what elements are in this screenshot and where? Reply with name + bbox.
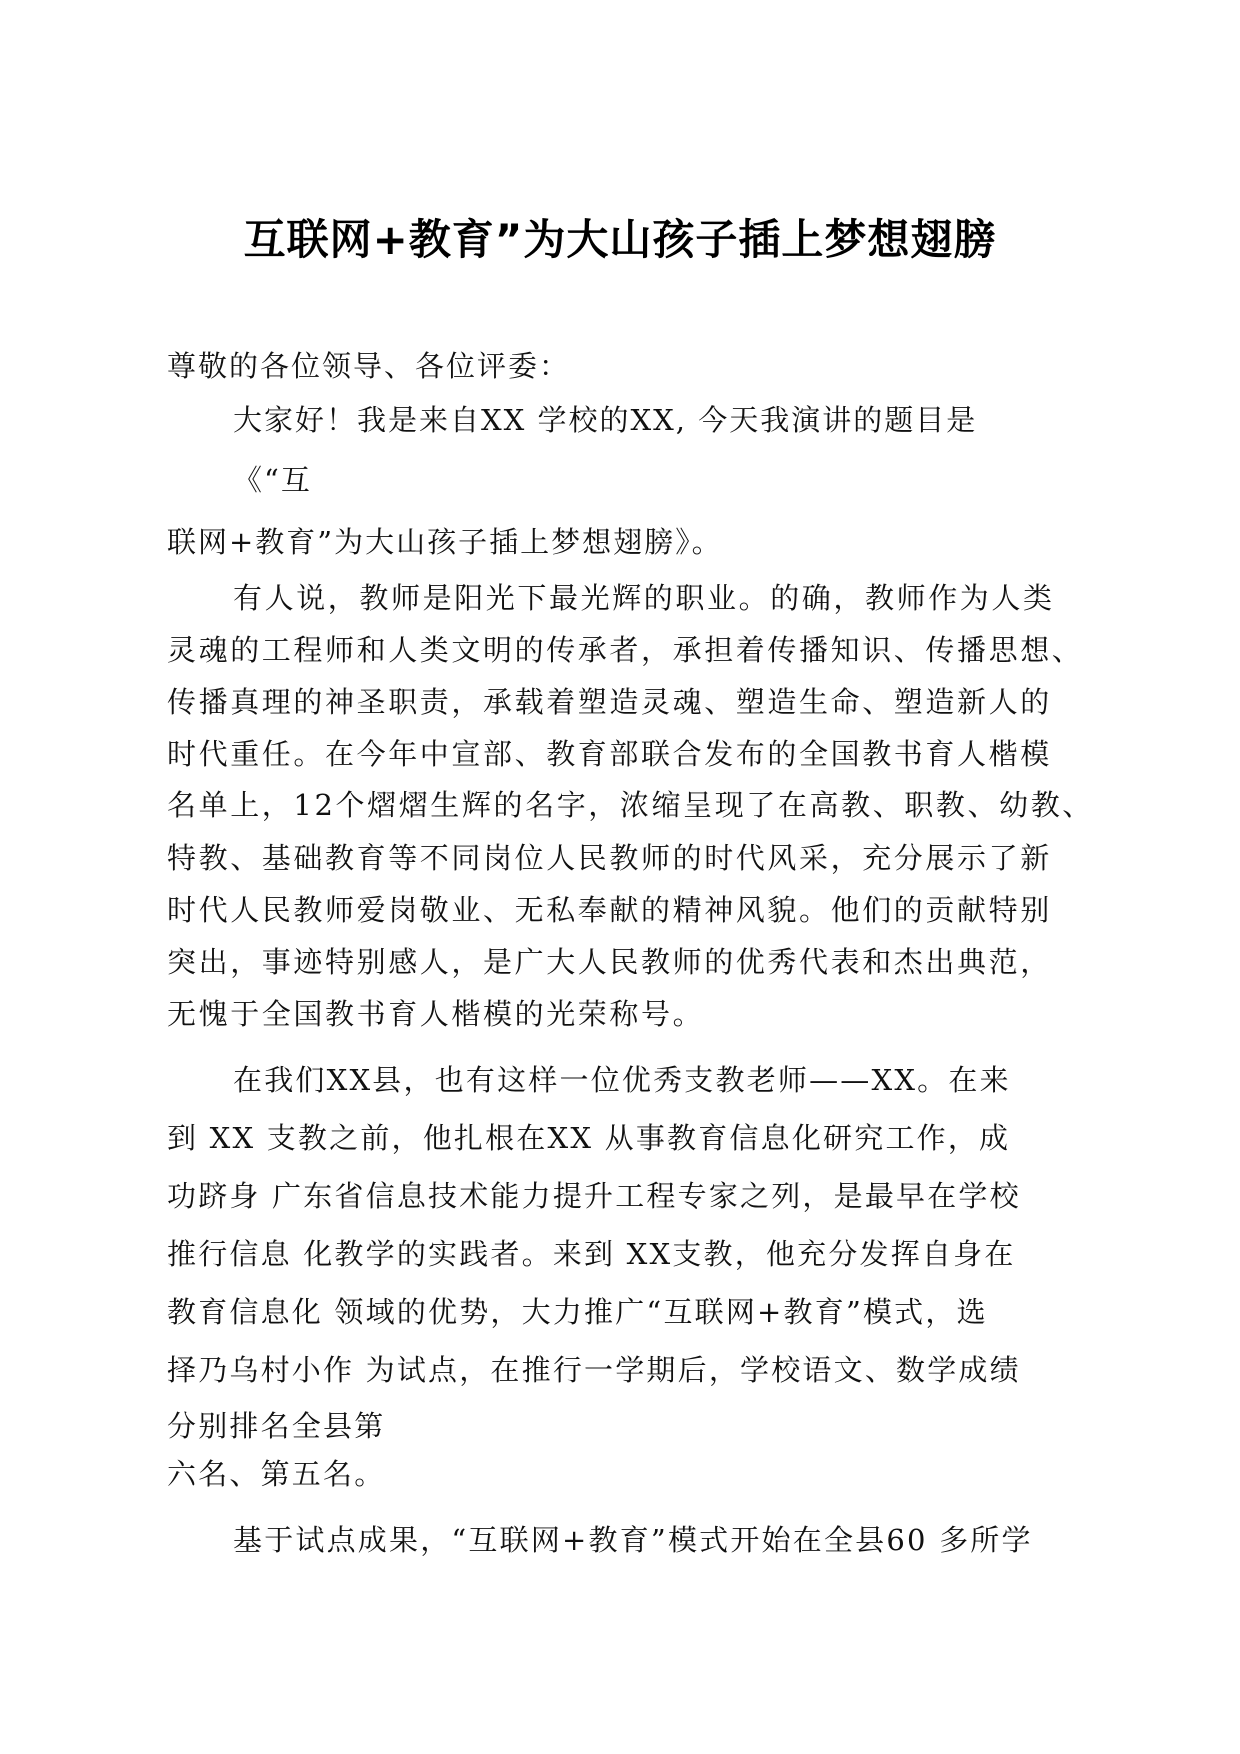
paragraph-line: 灵魂的工程师和人类文明的传承者，承担着传播知识、传播思想、 <box>167 633 1084 667</box>
paragraph-line: 传播真理的神圣职责，承载着塑造灵魂、塑造生命、塑造新人的 <box>167 685 1052 719</box>
paragraph-line: 教育信息化 领域的优势，大力推广“互联网+教育”模式，选 <box>167 1295 988 1329</box>
paragraph-line: 六名、第五名。 <box>167 1457 386 1491</box>
greeting-line: 《“互 <box>233 463 312 497</box>
greeting-line: 联网+教育”为大山孩子插上梦想翅膀》。 <box>167 525 723 559</box>
paragraph-line: 到 XX 支教之前，他扎根在XX 从事教育信息化研究工作，成 <box>167 1121 1011 1155</box>
paragraph-line: 时代重任。在今年中宣部、教育部联合发布的全国教书育人楷模 <box>167 737 1052 771</box>
paragraph-line: 在我们XX县，也有这样一位优秀支教老师——XX。在来 <box>233 1063 1011 1097</box>
paragraph-line: 无愧于全国教书育人楷模的光荣称号。 <box>167 997 705 1031</box>
paragraph-line: 功跻身 广东省信息技术能力提升工程专家之列，是最早在学校 <box>167 1179 1021 1213</box>
paragraph-line: 分别排名全县第 <box>167 1409 386 1443</box>
paragraph-line: 推行信息 化教学的实践者。来到 XX支教，他充分发挥自身在 <box>167 1237 1016 1271</box>
greeting-line: 大家好！我是来自XX 学校的XX, 今天我演讲的题目是 <box>233 403 978 437</box>
document-title: 互联网+教育”为大山孩子插上梦想翅膀 <box>243 215 997 264</box>
paragraph-line: 有人说，教师是阳光下最光辉的职业。的确，教师作为人类 <box>233 581 1055 615</box>
paragraph-line: 择乃乌村小作 为试点，在推行一学期后，学校语文、数学成绩 <box>167 1353 1021 1387</box>
paragraph-line: 突出，事迹特别感人，是广大人民教师的优秀代表和杰出典范， <box>167 945 1052 979</box>
paragraph-line: 名单上，12个熠熠生辉的名字，浓缩呈现了在高教、职教、幼教、 <box>167 788 1094 822</box>
salutation: 尊敬的各位领导、各位评委： <box>167 349 571 383</box>
paragraph-line: 时代人民教师爱岗敬业、无私奉献的精神风貌。他们的贡献特别 <box>167 893 1052 927</box>
paragraph-line: 特教、基础教育等不同岗位人民教师的时代风采，充分展示了新 <box>167 841 1052 875</box>
paragraph-line: 基于试点成果，“互联网+教育”模式开始在全县60 多所学 <box>233 1523 1033 1557</box>
